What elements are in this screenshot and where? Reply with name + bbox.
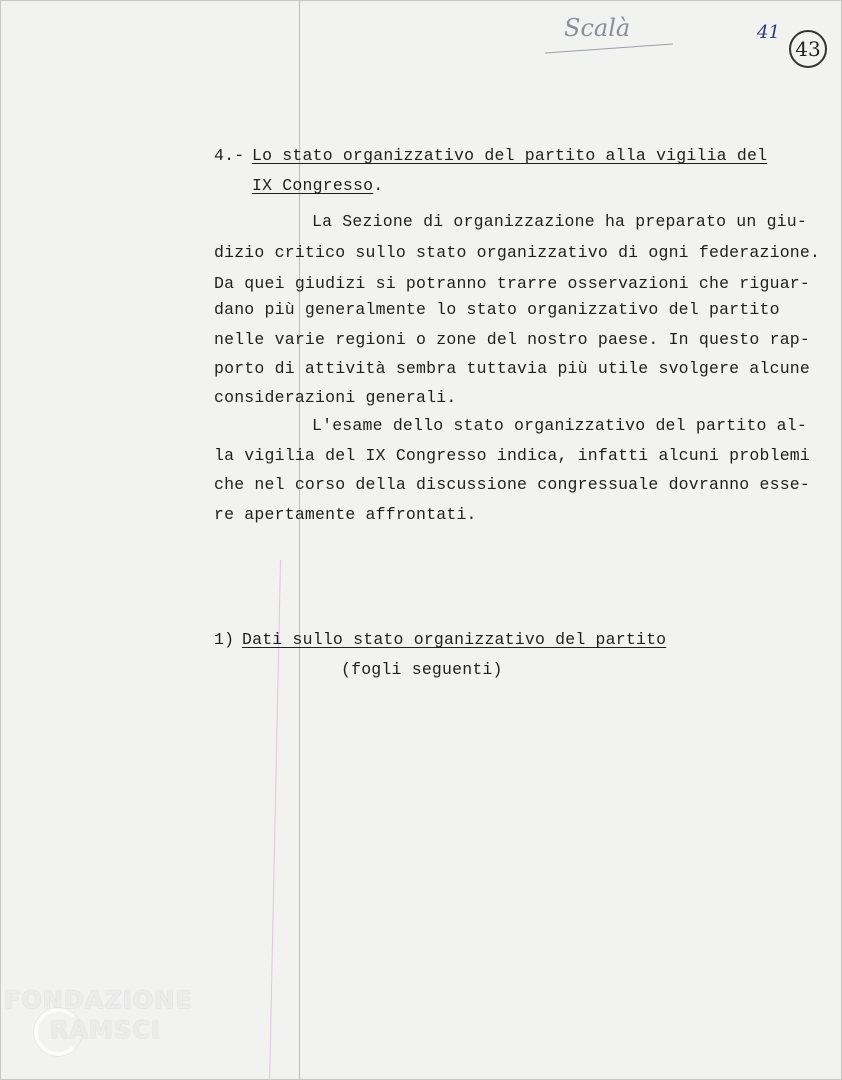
section-title-line2-text: IX Congresso (252, 176, 374, 195)
body-line: che nel corso della discussione congressuale dovranno esse- (214, 475, 810, 494)
watermark-line2: RAMSCI (50, 1016, 161, 1044)
handwritten-annotation: Scalà (564, 14, 631, 42)
body-line: L'esame dello stato organizzativo del partito al- (312, 416, 807, 435)
section-title-line1: Lo stato organizzativo del partito alla vigilia del (252, 146, 768, 165)
watermark-line1: FONDAZIONE (4, 986, 193, 1014)
section-title-period: . (373, 176, 384, 195)
circled-page-number: 43 (789, 30, 827, 68)
body-line: dano più generalmente lo stato organizzativo del partito (214, 300, 780, 319)
item-number: 1) (214, 630, 235, 649)
fondazione-gramsci-watermark (4, 986, 214, 1066)
body-line: dizio critico sullo stato organizzativo di ogni federazione. (214, 243, 821, 262)
body-line: la vigilia del IX Congresso indica, infatti alcuni problemi (214, 446, 810, 465)
body-line: nelle varie regioni o zone del nostro paese. In questo rap- (214, 330, 810, 349)
item-title: Dati sullo stato organizzativo del partito (242, 630, 667, 649)
body-line: Da quei giudizi si potranno trarre osservazioni che riguar- (214, 274, 810, 293)
item-subtitle: (fogli seguenti) (341, 660, 503, 679)
body-line: porto di attività sembra tuttavia più utile svolgere alcune (214, 359, 810, 378)
body-line: considerazioni generali. (214, 388, 457, 407)
section-title-line2 (252, 176, 383, 195)
body-line: re apertamente affrontati. (214, 505, 477, 524)
handwritten-page-number: 41 (757, 22, 780, 43)
body-line: La Sezione di organizzazione ha preparato un giu- (312, 212, 807, 231)
section-number: 4.- (214, 146, 245, 165)
